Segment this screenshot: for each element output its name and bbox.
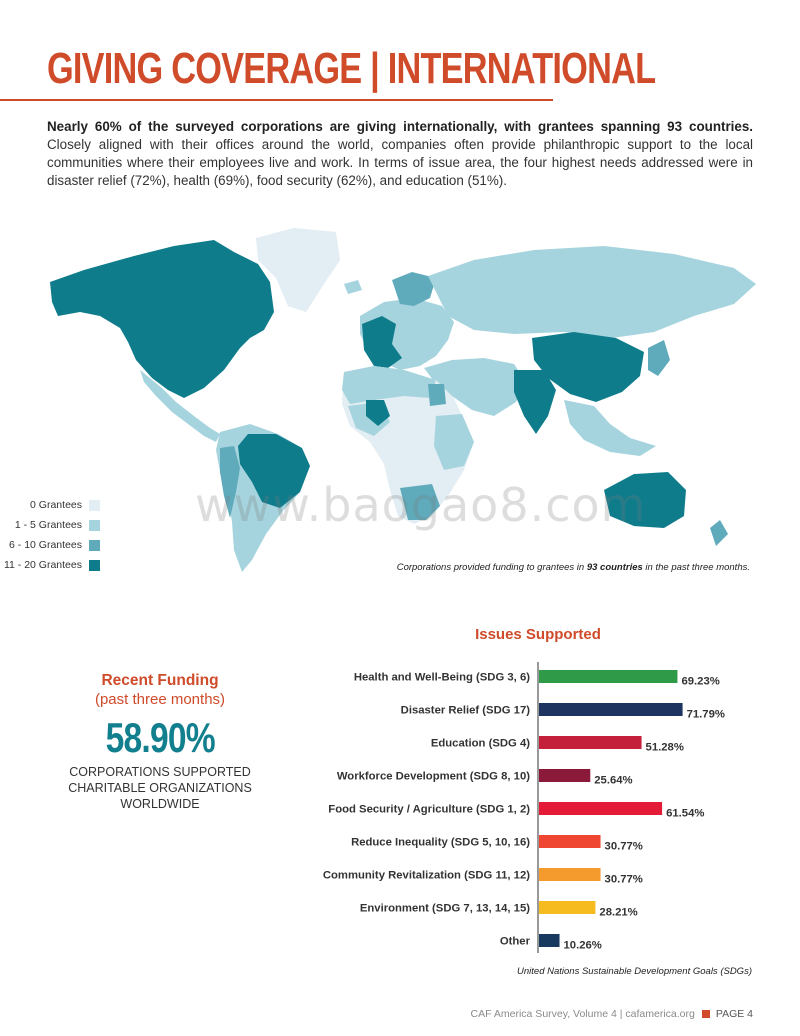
- map-caption-bold: 93 countries: [586, 562, 643, 573]
- intro-lead: Nearly 60% of the surveyed corporations are giving internationally, with grantees spanning 93 countries.: [47, 119, 753, 134]
- legend-label-3: 11 - 20 Grantees: [3, 559, 82, 571]
- map-region-iceland: [344, 280, 362, 294]
- chart-note: United Nations Sustainable Development Goals (SDGs): [517, 966, 752, 977]
- bar: [539, 835, 601, 848]
- legend-label-2: 6 - 10 Grantees: [9, 539, 82, 551]
- bar: [539, 736, 642, 749]
- value-label: 30.77%: [604, 840, 643, 853]
- funding-subtitle: (past three months): [94, 691, 226, 708]
- bar: [539, 802, 662, 815]
- page-title: GIVING COVERAGE | INTERNATIONAL: [47, 44, 656, 93]
- funding-desc-line-0: CORPORATIONS SUPPORTED: [69, 765, 251, 779]
- legend-swatch-2: [89, 540, 100, 551]
- bar: [539, 868, 601, 881]
- value-label: 25.64%: [594, 774, 633, 787]
- page-number: PAGE 4: [715, 1008, 753, 1020]
- map-region-japan: [648, 340, 670, 376]
- category-label: Health and Well-Being (SDG 3, 6): [353, 671, 530, 684]
- category-label: Education (SDG 4): [430, 737, 530, 750]
- category-label: Workforce Development (SDG 8, 10): [336, 770, 530, 783]
- category-label: Community Revitalization (SDG 11, 12): [322, 869, 530, 882]
- bar: [539, 670, 677, 683]
- value-label: 30.77%: [604, 873, 643, 886]
- bar: [539, 703, 683, 716]
- value-label: 28.21%: [599, 906, 638, 919]
- category-label: Food Security / Agriculture (SDG 1, 2): [328, 803, 530, 816]
- issues-chart-svg: [290, 620, 760, 980]
- category-label: Reduce Inequality (SDG 5, 10, 16): [351, 836, 530, 849]
- funding-desc-line-1: CHARITABLE ORGANIZATIONS: [68, 781, 252, 795]
- map-caption: [397, 562, 750, 573]
- bar: [539, 934, 560, 947]
- intro-body: Closely aligned with their offices around the world, companies often provide philanthropic support to the local communities where their employees live and work. In terms of issue area, the four highest needs addressed were in disaster relief (72%), health (69%), food security (62%), and education (51%).: [47, 137, 753, 188]
- funding-desc-line-2: WORLDWIDE: [120, 797, 200, 811]
- legend-item-0: [30, 498, 100, 512]
- legend-label-1: 1 - 5 Grantees: [14, 519, 82, 531]
- bar: [539, 769, 590, 782]
- map-region-southeast-asia: [564, 400, 656, 456]
- value-label: 51.28%: [645, 741, 684, 754]
- map-region-egypt: [428, 384, 446, 406]
- watermark: www.baogao8.com: [195, 478, 647, 532]
- legend-swatch-0: [89, 500, 100, 511]
- legend-swatch-3: [89, 560, 100, 571]
- bar: [539, 901, 595, 914]
- category-label: Environment (SDG 7, 13, 14, 15): [359, 902, 530, 915]
- legend-swatch-1: [89, 520, 100, 531]
- page-footer: [471, 1008, 753, 1020]
- intro-paragraph: [47, 118, 753, 190]
- value-label: 61.54%: [666, 807, 705, 820]
- footer-square-icon: [702, 1010, 710, 1018]
- funding-percentage: 58.90%: [105, 714, 215, 761]
- legend-label-0: 0 Grantees: [30, 499, 82, 511]
- map-region-north-america: [50, 240, 274, 398]
- issues-supported-chart: [290, 620, 760, 980]
- value-label: 10.26%: [563, 939, 602, 952]
- legend-item-2: [9, 538, 100, 552]
- legend-item-3: [4, 558, 100, 572]
- recent-funding-panel: [60, 672, 260, 812]
- funding-title: Recent Funding: [101, 672, 219, 689]
- map-region-india: [514, 370, 556, 434]
- legend-item-1: [15, 518, 100, 532]
- chart-title: Issues Supported: [475, 626, 601, 643]
- map-region-russia: [428, 246, 756, 338]
- footer-text: CAF America Survey, Volume 4 | cafamerica.org: [470, 1008, 695, 1020]
- category-label: Other: [499, 935, 530, 948]
- category-label: Disaster Relief (SDG 17): [400, 704, 530, 717]
- title-divider: [0, 99, 553, 101]
- map-caption-post: in the past three months.: [642, 562, 750, 573]
- value-label: 71.79%: [686, 708, 725, 721]
- map-caption-pre: Corporations provided funding to grantees in: [396, 562, 587, 573]
- funding-description: [60, 764, 260, 812]
- map-region-new-zealand: [710, 520, 728, 546]
- value-label: 69.23%: [681, 675, 720, 688]
